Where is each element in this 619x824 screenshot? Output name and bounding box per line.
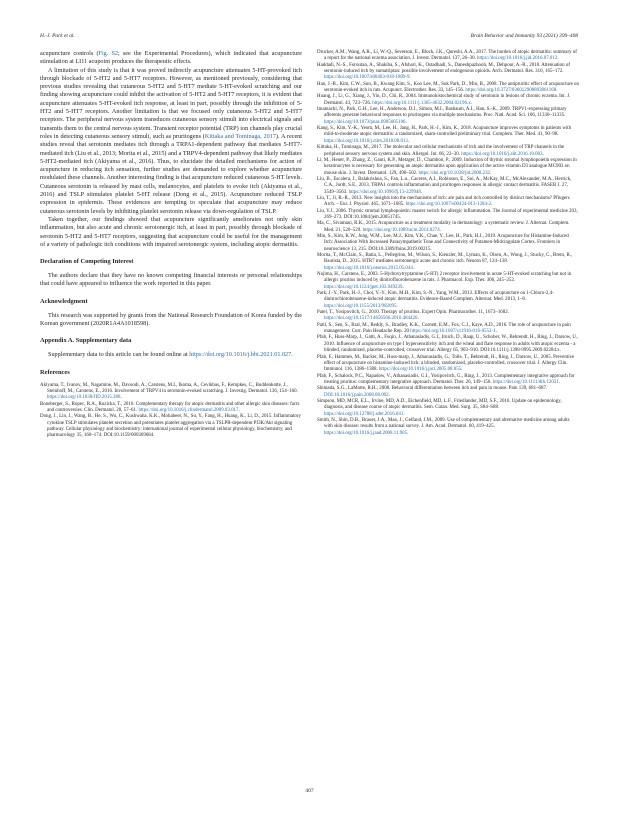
reference-doi-link[interactable]: https://doi.org/10.1089/acm.2014.0274 <box>362 227 440 233</box>
reference-text: Pfab, F., Huss-Marp, J., Gatti, A., Fuqin, J., Athanasiadis, G.I., Irnich, D., Raap, U., Schober, W., Behrendt, H., Ring, J., Darsow, U., 2010. Influence of acupuncture on type I hypersensitivity itch and the wheal and flare response in adults with atopic eczema - a blinded, randomized, placebo-controlled, crossover trial. Allergy 65, 903–910. DOI:10.1111/j.1398-9995.2009.02284.x. <box>317 335 579 354</box>
paragraph-text: ). A recent studies reveal that serotonin mediates itch through a TRPA1-dependent pathway that mediates 5-HT7-mediated itch (Liu et al., 2013; Morita et al., 2015) and a TRPV4-dependent pathway that likely mediates 5-HT2-mediated itch (Akiyama et al., 2016). Thus, to elucidate the detailed mechanisms for action of acupuncture in reducing itch sensation, further studies are demanded to explore whether acupuncture modulated these channels. Another interesting finding is that acupuncture reduced cutaneous 5-HT levels. Cutaneous serotonin is released by mast cells, melanocytes, and platelets to evoke itch (Akiyama et al., 2016) and TSLP stimulates platelet 5-HT release (Dong et al., 2015). Acupuncture reduced TSLP expression in epidermis. These evidences are tempting to speculate that acupuncture may reduce cutaneous serotonin levels by inhibiting platelet serotonin release via down-regulation of TSLP. <box>40 132 302 215</box>
reference-item <box>317 335 579 354</box>
reference-text: Li, M., Hener, P., Zhang, Z., Ganti, K.P., Metzger, D., Chambon, P., 2009. Induction of thymic stromal lymphopoietin expression in keratinocytes is necessary for generating an atopic dermatitis upon application of the active vitamin D3 analogue MC903 on mouse skin. J. Invest. Dermatol. 129, 498–502. <box>317 157 577 176</box>
reference-doi-link[interactable]: https://doi.org/10.1016/j.neuron.2015.05.044 <box>324 265 413 271</box>
reference-item <box>317 63 579 82</box>
reference-item <box>40 414 302 439</box>
reference-item <box>317 126 579 145</box>
appendix-text-end: . <box>291 351 293 359</box>
reference-end: . <box>495 329 497 335</box>
acknowledgment-heading: Acknowledgment <box>40 297 88 305</box>
references-list-left <box>40 383 302 440</box>
paragraph-text: ; see the Experimental Procedures), which indicated that acupuncture stimulation at LI11 acupoint produces the therapeutic effects. <box>40 50 303 66</box>
reference-item <box>317 177 579 196</box>
reference-item <box>317 196 579 209</box>
supplementary-data-link[interactable]: https://doi.org/10.1016/j.bbi.2021.01.027 <box>189 351 292 359</box>
reference-text: Min, S., Kim, K.W., Jung, W.M., Lee, M.J., Kim, Y.K., Chae, Y., Lee, H., Park, H.J., 2019. Acupuncture for Histamine-Induced Itch: Association With Increased Parasympathetic Tone and Connectivity of Putamen-Midcingulate Cortex. Frontiers in neuroscience 13, 215. DOI:10.3389/fnins.2019.00215. <box>317 233 569 252</box>
appendix-text <box>40 351 302 359</box>
reference-end: . <box>238 407 240 413</box>
references-list-right <box>317 50 579 437</box>
reference-end: . <box>402 284 404 290</box>
reference-doi-link[interactable]: https://doi.org/10.1155/2013/982095 <box>324 303 397 309</box>
citation-link[interactable]: Fig. S2 <box>98 50 118 57</box>
reference-text: Han, J.-B., Kim, C.W., Sun, B., Kwang Kim, S., Koo Lee, M., Suk Park, D., Min, B., 2008. The antipruritic effect of acupuncture on serotonin-evoked itch in rats. Acupunct. Electrother. Res. 33, 145–156. <box>317 81 579 94</box>
reference-end: . <box>407 138 410 144</box>
reference-doi-link[interactable]: DOI:10.1016/j.pain.2008.08.002 <box>324 392 389 398</box>
reference-end: . <box>491 202 493 208</box>
reference-doi-link[interactable]: https://doi.org/10.1007/s00403-018-1809-9 <box>324 75 410 81</box>
reference-doi-link[interactable]: https://doi.org/10.1016/j.ctim.2018.08.013 <box>324 138 408 144</box>
reference-item <box>317 399 579 418</box>
reference-end: . <box>417 316 419 322</box>
reference-doi-link[interactable]: https://doi.org/10.1073/pnas.0905605106 <box>324 119 406 125</box>
discussion-paragraph <box>40 50 302 67</box>
reference-item <box>40 383 302 402</box>
reference-end: . <box>405 119 407 125</box>
reference-doi-link[interactable]: https://doi.org/10.1016/j.jaad.2008.11.905 <box>324 430 408 436</box>
reference-end: . <box>461 367 463 373</box>
reference-text: Morita, T., McClain, S., Batia, L., Pellegrino, M., Wilson, S., Kienzler, M., Lyman, K., Olsen, A., Wong, J., Stucky, C., Brem, R., Bautista, D., 2015. HTR7 mediates serotonergic acute and chronic itch. Neuron 87, 124–138. <box>317 253 573 265</box>
reference-end: . <box>420 189 423 195</box>
reference-end: . <box>556 88 558 94</box>
reference-text: Ma, C., Sivamani, R.K., 2015. Acupuncture as a treatment modality in dermatology: a systematic review. J. Alternat. Complem. Med. 21, 520–529. <box>317 221 570 233</box>
reference-doi-link[interactable]: https://doi.org/10.1007/s00424-013-1284-2 <box>405 202 492 208</box>
reference-text: Pfab, F., Hammes, M., Backer, M., Huss-marp, J., Athanasiadis, G., Tolle, T., Behrendt, H., Ring, J., Darsow, U., 2005. Preventive effect of acupuncture on histamine-induced itch: a blinded, randomized, placebo-controlled, crossover trial. J. Allergy Clin. Immunol. 116, 1386–1388. <box>317 354 575 373</box>
reference-doi-link[interactable]: https://doi.org/10.12788/j.sder.2016.041 <box>324 411 404 417</box>
paragraph-text: Taken together, our findings showed that acupuncture significantly ameliorates not only skin inflammation, but also acute and chronic serotonergic itch, at least in part, possibly through blockade of serotonin 5-HT2 and 5-HT7 receptors, suggesting that acupuncture could be useful for the management of a variety of pathologic itch conditions with impaired serotonergic system, including atopic dermatitis. <box>40 215 302 248</box>
reference-item <box>317 145 579 158</box>
reference-item <box>317 272 579 291</box>
left-column <box>40 50 302 440</box>
reference-doi-link[interactable]: https://doi.org/10.1096/fj.13-229948 <box>348 189 421 195</box>
page-number: 407 <box>305 788 314 794</box>
acknowledgment-text: This research was supported by grants from the National Research Foundation of Korea funded by the Korean government (2020R1A4A1018598). <box>40 311 302 328</box>
reference-item <box>317 221 579 234</box>
reference-item <box>317 291 579 310</box>
reference-doi-link[interactable]: https://doi.org/10.1016/j.clindermatol.2009.03.017 <box>138 407 239 413</box>
reference-doi-link[interactable]: https://doi.org/10.1038/jid.2008.232 <box>418 170 491 176</box>
reference-text: Imamachi, N., Park, G.H., Lee, H., Anderson, D.J., Simon, M.I., Basbaum, A.I., Han, S.-K., 2009. TRPV1-expressing primary afferents generate behavioral responses to pruritogens via multiple mechanisms. Proc. Natl. Acad. Sci. 106, 11330–11335. <box>317 107 567 119</box>
reference-text: Smith, N., Shin, D.B., Brauer, J.A., Mao, J., Gelfand, J.M., 2009. Use of complementary and alternative medicine among adults with skin disease: results from a national survey. J. Am. Acad. Dermatol. 60, 419–425. <box>317 417 570 430</box>
reference-item <box>317 82 579 95</box>
discussion-paragraph <box>40 67 302 216</box>
reference-text: Pfab, F., Schalock, P.C., Napadow, V., Athanasiadis, G.I., Yosipovitch, G., Ring, J., 2013. Complementary integrative approach for treating pruritus: complementary integrative approach. Dermatol. Ther. 26, 149–156. <box>317 373 575 385</box>
reference-doi-link[interactable]: https://doi.org/10.1111/j.1365-4632.2004.02196.x <box>372 100 471 106</box>
reference-item <box>317 418 579 437</box>
reference-item <box>317 158 579 177</box>
reference-text: Shimada, S.G., LaMotte, R.H., 2008. Behavioral differentiation between itch and pain in mouse. Pain 139, 681–687. <box>317 386 548 392</box>
reference-doi-link[interactable]: https://doi.org/10.3727/036012908803861168 <box>465 88 557 94</box>
reference-text: Haddadi, N.-S., Foroutan, A., Shakiba, S., Afshari, K., Ostadhadi, S., Daneshpazhooh, M., Dehpour, A.-R., 2018. Attenuation of serotonin-induced itch by sumatriptan: possible involvement of endogenous opioids. Arch. Dermatol. Res. 310, 165–172. <box>317 62 570 75</box>
reference-end: . <box>120 395 122 401</box>
discussion-section <box>40 50 302 249</box>
reference-text: Akiyama, T., Ivanov, M., Nagamine, M., Davoodi, A., Carstens, M.I., Ikoma, A., Cevikbas, F., Kempkes, C., Buddenkotte, J., Steinhoff, M., Carstens, E., 2016. Involvement of TRPV4 in serotonin-evoked scratching. J. Investig. Dermatol. 136, 154–160. <box>40 382 298 394</box>
reference-item <box>317 209 579 222</box>
reference-text: Huang, J., Li, G., Xiang, J., Yin, D., Chi, R., 2004. Immunohistochemical study of serotonin in lesions of chronic eczema. Int. J. Dermatol. 43, 723–726. <box>317 94 571 106</box>
competing-interest-heading: Declaration of Competing Interest <box>40 258 134 266</box>
reference-text: Park, J.-Y., Park, H.-J., Choi, Y.-Y., Kim, M.H., Kim, S.-N., Yang, W.M., 2013. Effects of acupuncture on 1-Chloro-2,4-dinitrochlorobenzene-induced atopic dermatitis. Evidence-Based Complem. Alternat. Med. 2013, 1–8. <box>317 291 554 303</box>
reference-end: . <box>407 430 409 436</box>
reference-item <box>317 323 579 336</box>
reference-item <box>40 402 302 415</box>
reference-end: . <box>557 56 559 62</box>
reference-doi-link[interactable]: https://doi.org/10.1111/dth.12031 <box>492 379 559 385</box>
reference-end: . <box>439 227 441 233</box>
paragraph-text: acupuncture controls ( <box>40 50 99 57</box>
running-header <box>40 33 578 43</box>
paragraph-text: A limitation of this study is that it was proved indirectly acupuncture attenuates 5-HT-provoked itch through blockade of 5-HT2 and 5-HT7 receptors. However, as mentioned previously, considering that previous studies revealing that cutaneous 5-HT2 and 5-HT7 mediate 5-HT-evoked scratching and our finding showing acupuncture could inhibit the activation of 5-HT2 and 5-HT7 receptors, it is evident that acupuncture attenuates 5-HT-evoked itch response, at least in part, possibly through the inhibition of 5-HT2 and 5-HT7 receptors. Another limitation is that we focused only cutaneous 5-HT2 and 5-HT7 receptors. The peripheral nervous system transduces cutaneous sensory stimuli into electrical signals and transmits them to the central nervous system. Transient receptor potential (TRP) ion channels play crucial roles in detecting cutaneous sensory stimuli, such as pruritogens ( <box>40 66 302 140</box>
reference-item <box>317 107 579 126</box>
reference-item <box>317 253 579 272</box>
reference-doi-link[interactable]: https://doi.org/10.1016/j.jaci.2005.08.055 <box>378 367 462 373</box>
header-journal: Brain Behavior and Immunity 93 (2021) 399–408 <box>470 33 578 39</box>
reference-text: Liu, T., Ji, R.-R., 2013. New insights into the mechanisms of itch: are pain and itch controlled by distinct mechanisms? Pflugers Arch. – Eur. J. Physiol. 465, 1671–1685. <box>317 195 570 208</box>
reference-text: Simpson, MD, MCR, E.L., Irvine, MD, A.D., Eichenfield, MD, L.F., Friedlander, MD, S.F., 2016. Update on epidemiology, diagnosis, and disease course of atopic dermatitis. Sem. Cutan. Med. Surg. 35, S84–S88. <box>317 398 562 411</box>
references-heading: References <box>40 368 70 376</box>
reference-text: Drucker, A.M., Wang, A.R., Li, W.-Q., Sevetson, E., Block, J.K., Qureshi, A.A., 2017. The burden of atopic dermatitis: summary of a report for the national eczema association. J. Invest. Dermatol. 137, 26–30. <box>317 50 577 62</box>
reference-doi-link[interactable]: https://doi.org/10.1517/14656566.2010.484420 <box>324 316 418 322</box>
reference-item <box>317 386 579 399</box>
reference-text: Dong, J., Lin, J., Wang, B., He, S., Wu, C., Kushwaha, K.K., Mohabeer, N., Su, Y., Fang, H., Huang, K., Li, D., 2015. Inflammatory cytokine TSLP stimulates platelet secretion and potentiates platelet aggregation via a TSLPR-dependent PI3K/Akt signaling pathway. Cellular physiology and biochemistry: international journal of experimental cellular physiology, biochemistry, and pharmacology 35, 160–174. DOI:10.1159/000369684. <box>40 414 301 439</box>
reference-doi-link[interactable]: https://doi.org/10.1038/JID.2015.388 <box>47 395 121 401</box>
reference-text: Boneberger, S., Rupec, R.A., Ruzicka, T., 2010. Complementary therapy for atopic dermatitis and other allergic skin diseases: facts and controversies. Clin. Dermatol. 28, 57–61. <box>40 401 300 413</box>
reference-end: . <box>396 303 398 309</box>
reference-doi-link[interactable]: https://doi.org/10.1007/s11916-016-0552-1 <box>410 329 496 335</box>
reference-end: . <box>470 100 472 106</box>
reference-text: Liu, Y.J., 2006. Thymic stromal lymphopoietin: master switch for allergic inflammation. The Journal of experimental medicine 203, 269–273. DOI:10.1084/jem.20051745. <box>317 208 578 220</box>
reference-end: . <box>490 170 492 176</box>
reference-item <box>317 374 579 387</box>
reference-text: Patil, S., Sen, S., Bral, M., Reddy, S., Bradley, K.K., Cornett, E.M., Fox, C.J., Kaye, A.D., 2016. The role of acupuncture in pain management. Curr. Pain Headache Rep. 20 <box>317 322 571 335</box>
reference-text: Nojima, H., Carstens, E., 2003. 5-Hydroxytryptamine (5-HT) 2 receptor involvement in acute 5-HT-evoked scratching but not in allergic pruritus induced by dinitrofluorobenzene in rats. J. Pharmacol. Exp. Ther. 306, 245–252. <box>317 272 572 284</box>
right-column <box>317 50 579 437</box>
competing-interest-text: The authors declare that they have no known competing financial interests or personal relationships that could have appeared to influence the work reported in this paper. <box>40 272 302 288</box>
citation-link[interactable]: Kittaka and Tominaga, 2017 <box>204 132 276 140</box>
reference-item <box>317 355 579 374</box>
discussion-paragraph <box>40 216 302 249</box>
reference-end: . <box>542 151 544 157</box>
reference-end: . <box>403 411 405 417</box>
header-authors: H.-J. Park et al. <box>40 33 75 39</box>
reference-text: Liu, B., Escalera, J., Balakrishna, S., Fan, L.u., Caceres, A.I., Robinson, E., Sui, A., McKay, M.C., McAlexander, M.A., Herrick, C.A., Jordt, S.E., 2013. TRPA1 controls inflammation and pruritogen responses in allergic contact dermatitis. FASEB J. 27, 3549–3563. <box>317 176 572 195</box>
reference-doi-link[interactable]: https://doi.org/10.1016/j.alit.2016.10.003 <box>461 151 543 157</box>
reference-doi-link[interactable]: https://doi.org/10.1016/j.jid.2016.07.012 <box>477 56 558 62</box>
reference-text: Kang, S., Kim, Y.-K., Yeom, M., Lee, H., Jang, H., Park, H.-J., Kim, K., 2018. Acupuncture improves symptoms in patients with mild-to-moderate atopic dermatitis: a randomized, sham-controlled preliminary trial. Complem. Ther. Med. 41, 90–98. <box>317 126 572 138</box>
reference-end: . <box>558 379 560 385</box>
reference-item <box>317 94 579 107</box>
appendix-heading: Appendix A. Supplementary data <box>40 337 132 345</box>
reference-text: Kittaka, H., Tominaga, M., 2017. The molecular and cellular mechanisms of itch and the involvement of TRP channels in the peripheral sensory nervous system and skin. Allergol. Int. 66, 22–30. <box>317 145 565 157</box>
reference-end: . <box>388 392 390 398</box>
reference-item <box>317 234 579 253</box>
reference-item <box>317 50 579 63</box>
reference-doi-link[interactable]: https://doi.org/10.1124/jpet.103.049239 <box>324 284 403 290</box>
appendix-text-body: Supplementary data to this article can be found online at <box>48 351 190 359</box>
reference-end: . <box>409 75 411 81</box>
reference-item <box>317 310 579 323</box>
reference-text: Patel, T., Yosipovitch, G., 2010. Therapy of pruritus. Expert Opin. Pharmacother. 11, 1673–1682. <box>317 310 509 316</box>
reference-end: . <box>412 265 415 271</box>
